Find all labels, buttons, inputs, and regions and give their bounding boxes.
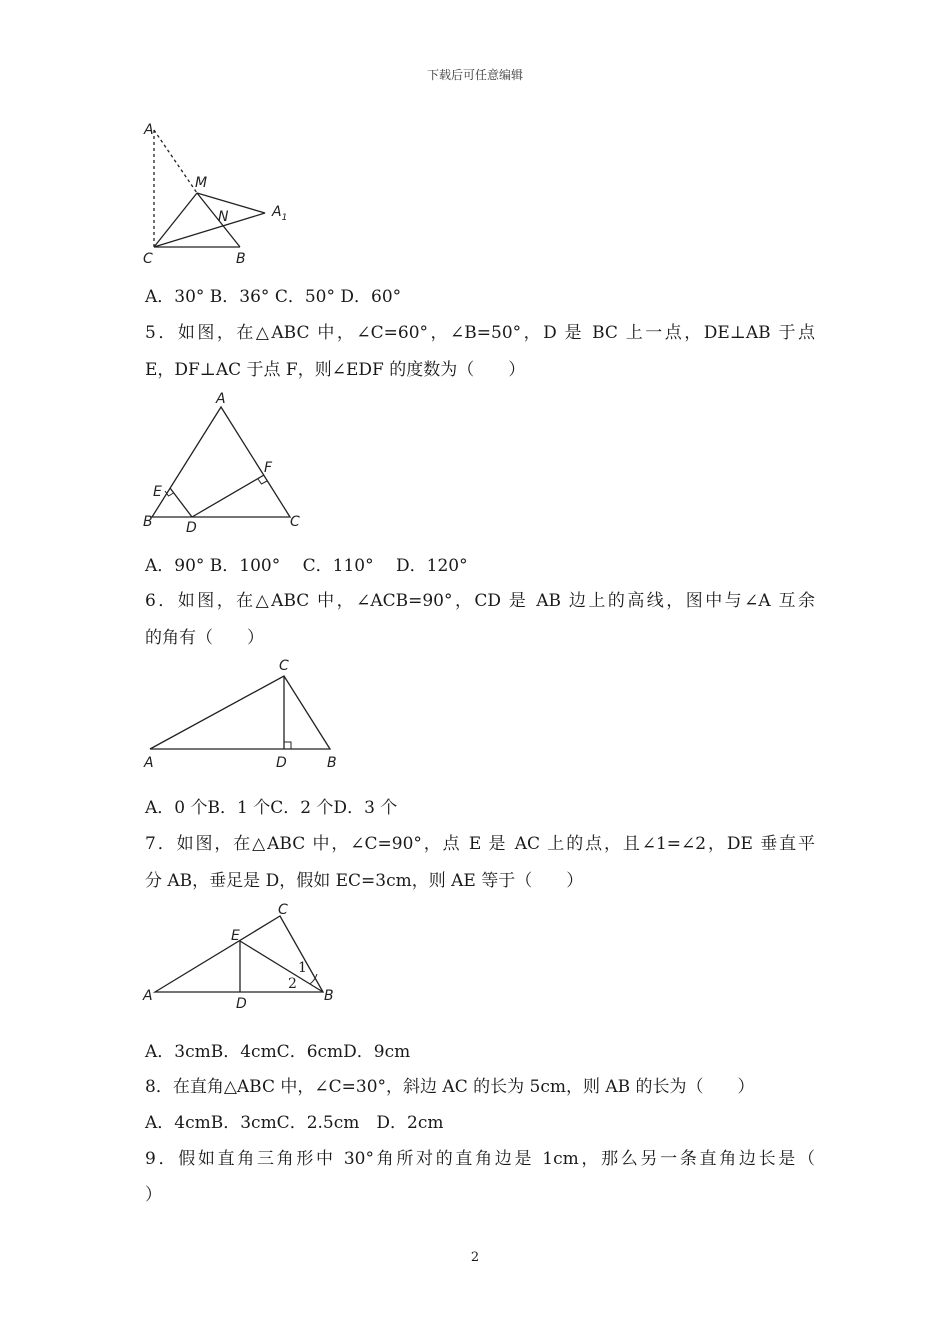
q5-stem-line2: E，DF⊥AC 于点 F，则∠EDF 的度数为（ ）	[145, 360, 526, 380]
q6-label-A: A	[144, 755, 154, 771]
q5-label-E: E	[153, 484, 162, 500]
q5-label-D: D	[186, 520, 197, 536]
q4-label-A1: $A_1$	[272, 204, 288, 223]
q7-label-C: C	[278, 902, 288, 918]
q6-stem-line1: 6．如图，在△ABC 中，∠ACB=90°，CD 是 AB 边上的高线，图中与∠A 互余	[145, 591, 815, 611]
q8-stem: 8．在直角△ABC 中，∠C=30°，斜边 AC 的长为 5cm，则 AB 的长为（ ）	[145, 1077, 755, 1097]
q5-label-F: F	[264, 460, 273, 476]
q7-stem-line2: 分 AB，垂足是 D，假如 EC=3cm，则 AE 等于（ ）	[145, 871, 584, 891]
q7-label-A: A	[143, 988, 153, 1004]
q4-line-C-M	[154, 193, 197, 247]
q9-stem-line2: ）	[145, 1185, 162, 1205]
q4-line-C-A1	[154, 213, 265, 247]
page-number: 2	[470, 1250, 480, 1265]
q8-options: A．4cmB．3cmC．2.5cm D．2cm	[145, 1113, 444, 1133]
q6-triangle-ABC	[150, 676, 330, 749]
q6-stem-line2: 的角有（ ）	[145, 628, 264, 648]
q7-label-angle1: 1	[298, 960, 307, 976]
q5-line-D-F	[192, 475, 264, 517]
q7-label-D: D	[236, 996, 247, 1012]
q4-line-M-A1	[197, 193, 265, 213]
q5-stem-line1: 5．如图，在△ABC 中，∠C=60°，∠B=50°，D 是 BC 上一点，DE⊥AB 于点	[145, 323, 815, 343]
q7-line-E-B	[240, 941, 323, 992]
q4-figure	[140, 118, 300, 268]
q4-label-M: M	[195, 175, 208, 191]
q4-label-C: C	[143, 251, 153, 267]
q4-label-B: B	[236, 251, 246, 267]
q5-figure	[140, 388, 320, 538]
q6-figure	[140, 655, 350, 775]
q6-label-D: D	[276, 755, 287, 771]
q5-label-B: B	[143, 514, 153, 530]
q4-label-N: N	[218, 209, 229, 225]
q7-options: A．3cmB．4cmC．6cmD．9cm	[145, 1042, 411, 1062]
q6-label-B: B	[327, 755, 337, 771]
q4-label-A1-sub: 1	[281, 213, 288, 223]
q6-label-C: C	[279, 658, 289, 674]
q7-label-E: E	[231, 928, 240, 944]
q6-right-angle-D	[284, 742, 291, 749]
page-header: 下载后可任意编辑	[426, 68, 523, 82]
q7-figure	[140, 898, 350, 1018]
q4-options: A．30° B．36° C．50° D．60°	[145, 287, 402, 307]
q7-stem-line1: 7．如图，在△ABC 中，∠C=90°，点 E 是 AC 上的点，且∠1=∠2，DE 垂直平	[145, 834, 815, 854]
q5-label-C: C	[290, 514, 300, 530]
q5-right-angle-F	[258, 479, 267, 484]
q7-label-angle2: 2	[288, 976, 297, 992]
q4-line-A-M	[154, 130, 197, 193]
q9-stem-line1: 9．假如直角三角形中 30°角所对的直角边是 1cm，那么另一条直角边长是（	[145, 1149, 815, 1169]
q5-label-A: A	[216, 391, 226, 407]
q5-options: A．90° B．100° C．110° D．120°	[145, 556, 468, 576]
q5-line-D-E	[170, 488, 192, 517]
q6-options: A．0 个B．1 个C．2 个D．3 个	[145, 798, 398, 818]
q7-label-B: B	[324, 988, 334, 1004]
q4-label-A: A	[144, 122, 154, 138]
